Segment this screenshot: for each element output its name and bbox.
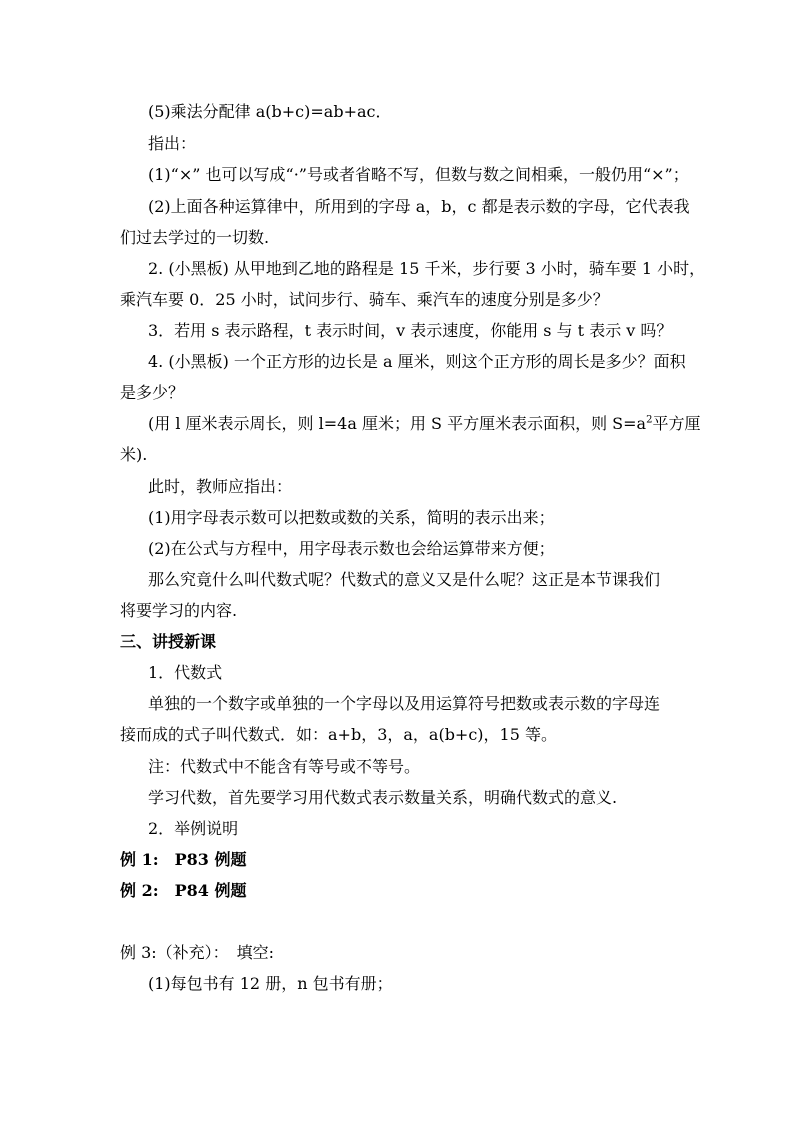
text-line: (2)上面各种运算律中，所用到的字母 a，b，c 都是表示数的字母，它代表我 [148,197,690,216]
text-line: 是多少？ [120,383,185,402]
text-line: 单独的一个数字或单独的一个字母以及用运算符号把数或表示数的字母连 [148,694,661,713]
text-line: 3．若用 s 表示路程，t 表示时间，v 表示速度，你能用 s 与 t 表示 v 吗？ [148,321,673,340]
text-line: (1)用字母表示数可以把数或数的关系，简明的表示出来； [148,508,555,527]
text-line: 乘汽车要 0．25 小时，试问步行、骑车、乘汽车的速度分别是多少？ [120,290,609,309]
text-line: 接而成的式子叫代数式．如：a+b，3，a，a(b+c)，15 等。 [120,725,557,744]
superscript: 2 [646,414,653,426]
text-line: 学习代数，首先要学习用代数式表示数量关系，明确代数式的意义. [148,788,618,807]
example-heading: 例 2: P84 例题 [120,881,247,900]
text-line: (2)在公式与方程中，用字母表示数也会给运算带来方便； [148,539,555,558]
text-line: 们过去学过的一切数. [120,228,270,247]
text-line [148,413,700,435]
example-heading: 例 3:（补充）： 填空: [120,943,275,962]
text-line: 将要学习的内容. [120,601,238,620]
text-line: 那么究竟什么叫代数式呢？代数式的意义又是什么呢？这正是本节课我们 [148,570,661,589]
text-line: (1)每包书有 12 册，n 包书有册； [148,974,393,993]
text-line: 米). [120,445,148,464]
text-run: (用 l 厘米表示周长，则 l=4a 厘米；用 S 平方厘米表示面积，则 S=a [148,414,647,433]
text-line: 2. (小黑板) 从甲地到乙地的路程是 15 千米，步行要 3 小时，骑车要 1 小时， [148,259,706,278]
text-line: 注：代数式中不能含有等号或不等号。 [148,757,421,776]
text-line: 此时，教师应指出： [148,477,293,496]
text-line: 2．举例说明 [148,819,239,838]
text-line: 指出： [148,134,197,153]
section-heading: 三、讲授新课 [120,632,217,651]
text-line: 4. (小黑板) 一个正方形的边长是 a 厘米，则这个正方形的周长是多少？面积 [148,352,686,371]
text-line: (1)“×” 也可以写成“·”号或者省略不写，但数与数之间相乘，一般仍用“×”； [148,165,689,184]
text-line: 1．代数式 [148,663,223,682]
text-run: 平方厘 [652,414,701,433]
text-line: (5)乘法分配律 a(b+c)=ab+ac． [148,102,392,121]
example-heading: 例 1: P83 例题 [120,850,247,869]
